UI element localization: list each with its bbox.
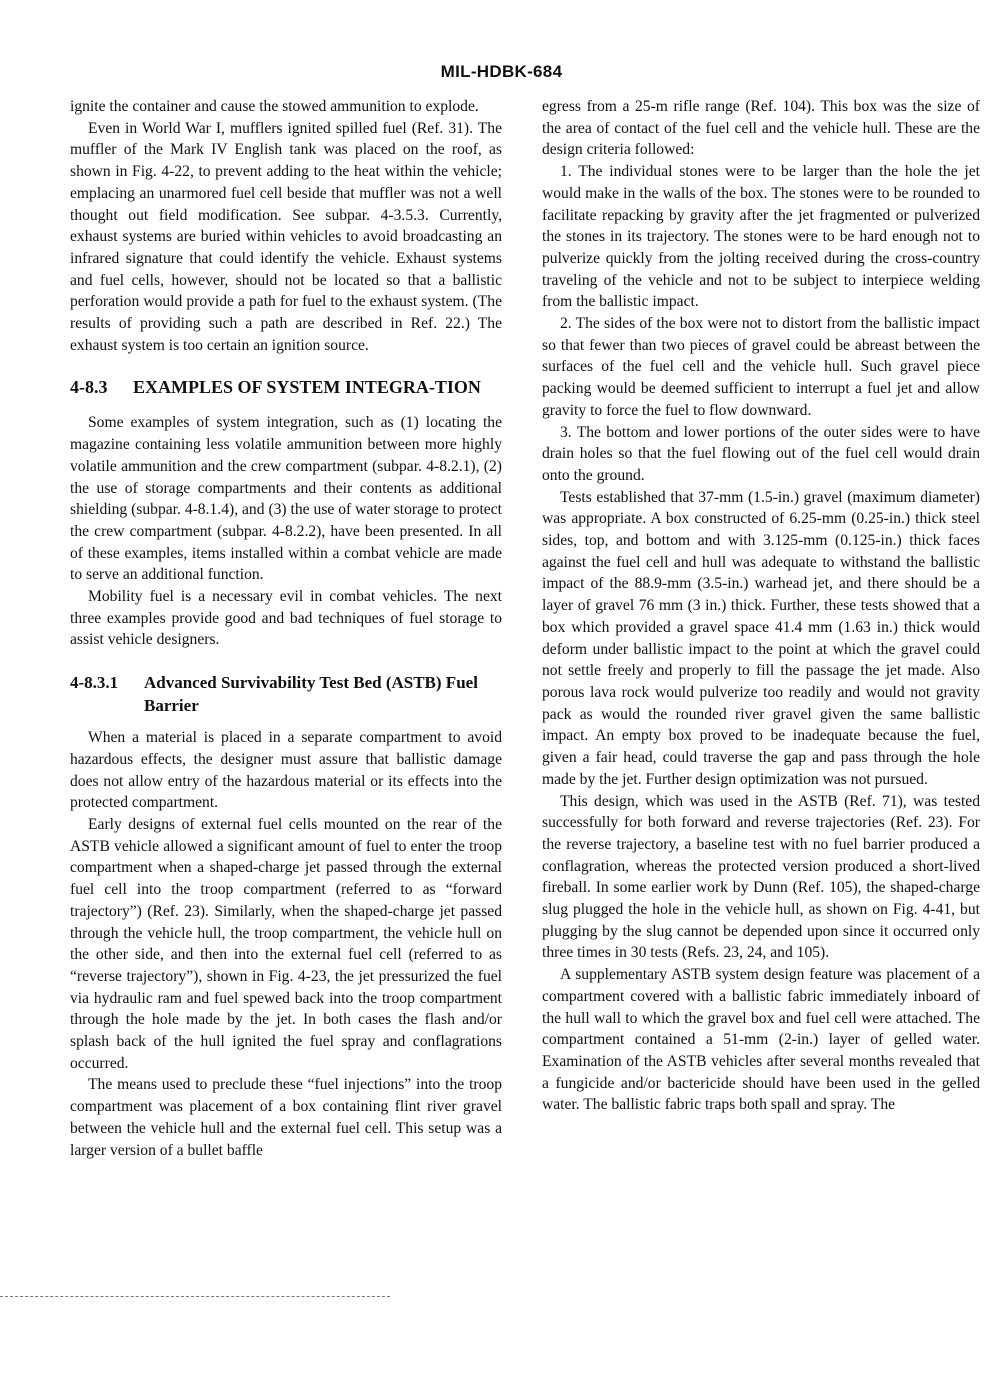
- subsection-title: Advanced Survivability Test Bed (ASTB) Fuel Barrier: [144, 673, 478, 716]
- section-number: 4-8.3: [70, 377, 108, 398]
- left-paragraph-4: Mobility fuel is a necessary evil in combat vehicles. The next three examples provide good and bad techniques of fuel storage to assist vehicle designers.: [70, 588, 502, 649]
- subsection-number: 4-8.3.1: [70, 673, 119, 693]
- criteria-item-1: 1. The individual stones were to be larger than the hole the jet would make in the walls of the box. The stones were to be rounded to facilitate repacking by gravity after the jet fragmented or pulverized the stones in its trajectory. The stones were to be hard enough not to pulverize quickly from the jolting received during the cross-country traveling of the vehicle and not to be subject to interpiece welding from the ballistic impact.: [542, 163, 980, 311]
- section-title: EXAMPLES OF SYSTEM INTEGRA-TION: [133, 377, 481, 398]
- left-paragraph-5: When a material is placed in a separate compartment to avoid hazardous effects, the designer must assure that ballistic damage does not allow entry of the hazardous material or its effects into the protected compartment.: [70, 729, 502, 812]
- right-paragraph-3: This design, which was used in the ASTB (Ref. 71), was tested successfully for both forward and reverse trajectories (Ref. 23). For the reverse trajectory, a baseline test with no fuel barrier produced a conflagration, whereas the protected version produced a short-lived fireball. In some earlier work by Dunn (Ref. 105), the shaped-charge slug plugged the hole in the vehicle hull, as shown on Fig. 4-41, but plugging by the slug cannot be depended upon since it occurred only three times in 30 tests (Refs. 23, 24, and 105).: [542, 792, 980, 962]
- right-paragraph-2: Tests established that 37-mm (1.5-in.) gravel (maximum diameter) was appropriate. A box constructed of 6.25-mm (0.25-in.) thick steel sides, top, and bottom and with 3.125-mm (0.125-in.) thick faces against the fuel cell and hull was adequate to withstand the ballistic impact of the 88.9-mm (3.5-in.) warhead jet, and there should be a layer of gravel 76 mm (3 in.) thick. Further, these tests showed that a box which provided a gravel space 41.4 mm (1.63 in.) thick would deform under ballistic impact to the point at which the gravel could not settle freely and properly to fill the passage the jet made. Also porous lava rock would pulverize too readily and would not gravity pack as would the rounded river gravel given the same ballistic impact. An empty box proved to be inadequate because the fuel, given a fair head, could traverse the gap and pass through the hole made by the jet. Further design optimization was not pursued.: [542, 488, 980, 788]
- criteria-item-3: 3. The bottom and lower portions of the outer sides were to have drain holes so that the fuel flowing out of the fuel cell would drain onto the ground.: [542, 423, 980, 484]
- left-paragraph-7: The means used to preclude these “fuel injections” into the troop compartment was placement of a box containing flint river gravel between the vehicle hull and the external fuel cell. This setup was a larger version of a bullet baffle: [70, 1076, 502, 1159]
- left-paragraph-6: Early designs of external fuel cells mounted on the rear of the ASTB vehicle allowed a significant amount of fuel to enter the troop compartment when a shaped-charge jet passed through the external fuel cell into the troop compartment (referred to as “forward trajectory”) (Ref. 23). Similarly, when the shaped-charge jet passed through the vehicle hull, the troop compartment, the vehicle hull on the other side, and then into the external fuel cell (referred to as “reverse trajectory”), shown in Fig. 4-23, the jet pressurized the fuel via hydraulic ram and fuel spewed back into the troop compartment through the hole made by the jet. In both cases the flash and/or splash back of the hull ignited the fuel spray and conflagrations occurred.: [70, 815, 502, 1072]
- section-heading: [70, 376, 502, 398]
- subsection-heading: [70, 671, 502, 717]
- left-paragraph-1: ignite the container and cause the stowed ammunition to explode.: [70, 98, 479, 115]
- page-header: MIL-HDBK-684: [440, 62, 563, 81]
- left-column: [70, 96, 502, 1161]
- scan-artifact-rule: [0, 1296, 390, 1297]
- right-paragraph-4: A supplementary ASTB system design feature was placement of a compartment covered with a ballistic fabric immediately inboard of the hull wall to which the gravel box and fuel cell were attached. The compartment contained a 51-mm (2-in.) layer of gelled water. Examination of the ASTB vehicles after several months revealed that a fungicide and/or bactericide should have been used in the gelled water. The ballistic fabric traps both spall and spray. The: [542, 966, 980, 1114]
- right-paragraph-1: egress from a 25-m rifle range (Ref. 104). This box was the size of the area of contact of the fuel cell and the vehicle hull. These are the design criteria followed:: [542, 98, 980, 159]
- cut-off-text-line: [70, 1272, 980, 1278]
- left-paragraph-2: Even in World War I, mufflers ignited spilled fuel (Ref. 31). The muffler of the Mark IV English tank was placed on the roof, as shown in Fig. 4-22, to prevent adding to the heat within the vehicle; emplacing an unarmored fuel cell beside that muffler was not a well thought out field modification. See subpar. 4-3.5.3. Currently, exhaust systems are buried within vehicles to avoid broadcasting an infrared signature that could identify the vehicle. Exhaust systems and fuel cells, however, should not be located so that a ballistic perforation would provide a path for fuel to the exhaust system. (The results of providing such a path are described in Ref. 22.) The exhaust system is too certain an ignition source.: [70, 119, 502, 354]
- criteria-item-2: 2. The sides of the box were not to distort from the ballistic impact so that fewer than two pieces of gravel could be abreast between the surfaces of the fuel cell and the vehicle hull. Such gravel piece packing would be deemed sufficient to interrupt a fuel jet and allow gravity to force the fuel to flow downward.: [542, 315, 980, 419]
- left-paragraph-3: Some examples of system integration, such as (1) locating the magazine containing less volatile ammunition between more highly volatile ammunition and the crew compartment (subpar. 4-8.2.1), (2) the use of storage compartments and their contents as additional shielding (subpar. 4-8.1.4), and (3) the use of water storage to protect the crew compartment (subpar. 4-8.2.2), have been presented. In all of these examples, items installed within a combat vehicle are made to serve an additional function.: [70, 414, 502, 584]
- right-column: [542, 96, 980, 1116]
